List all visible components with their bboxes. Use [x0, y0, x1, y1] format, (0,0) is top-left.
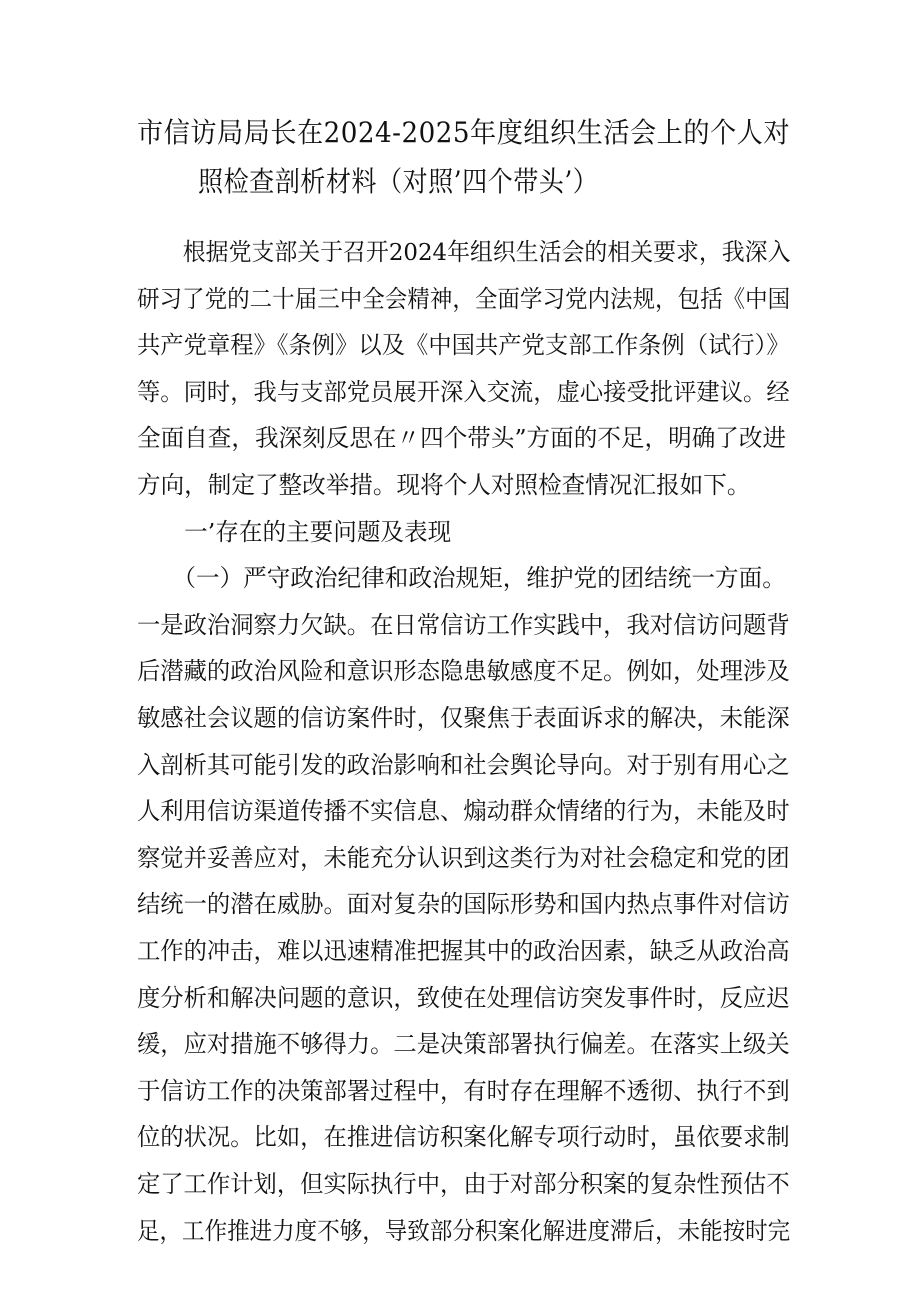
- document-title-line-2: 照检查剖析材料（对照’四个带头’）: [198, 165, 599, 198]
- paragraph-line: 察觉并妥善应对，未能充分认识到这类行为对社会稳定和党的团: [137, 843, 790, 872]
- paragraph-line: 缓，应对措施不够得力。二是决策部署执行偏差。在落实上级关: [137, 1030, 790, 1059]
- paragraph-line: 共产党章程》《条例》以及《中国共产党支部工作条例（试行）》: [137, 331, 790, 360]
- paragraph-line: 足，工作推进力度不够，导致部分积案化解进度滞后，未能按时完: [137, 1216, 791, 1245]
- paragraph-line: 研习了党的二十届三中全会精神，全面学习党内法规，包括《中国: [137, 284, 791, 313]
- paragraph-line: 后潜藏的政治风险和意识形态隐患敏感度不足。例如，处理涉及: [137, 657, 790, 686]
- paragraph-line: 工作的冲击，难以迅速精准把握其中的政治因素，缺乏从政治高: [137, 937, 790, 965]
- paragraph-line: 一是政治洞察力欠缺。在日常信访工作实践中，我对信访问题背: [137, 610, 790, 639]
- paragraph-line: 度分析和解决问题的意识，致使在处理信访突发事件时，反应迟: [137, 983, 790, 1012]
- paragraph-line: 人利用信访渠道传播不实信息、煽动群众情绪的行为，未能及时: [137, 797, 790, 826]
- paragraph-line: 入剖析其可能引发的政治影响和社会舆论导向。对于别有用心之: [137, 750, 790, 779]
- paragraph-line: 结统一的潜在威胁。面对复杂的国际形势和国内热点事件对信访: [137, 890, 790, 919]
- paragraph-line: 根据党支部关于召开2024年组织生活会的相关要求，我深入: [137, 238, 791, 266]
- document-title-line-1: 市信访局局长在2024-2025年度组织生活会上的个人对: [137, 116, 790, 149]
- paragraph-line: 于信访工作的决策部署过程中，有时存在理解不透彻、执行不到: [137, 1076, 790, 1105]
- paragraph-line: 定了工作计划，但实际执行中，由于对部分积案的复杂性预估不: [137, 1170, 790, 1198]
- paragraph-line: 位的状况。比如，在推进信访积案化解专项行动时，虽依要求制: [137, 1123, 790, 1152]
- paragraph-line: 敏感社会议题的信访案件时，仅聚焦于表面诉求的解决，未能深: [137, 704, 790, 732]
- paragraph-line: （一）严守政治纪律和政治规矩，维护党的团结统一方面。: [137, 564, 786, 593]
- paragraph-line: 一’存在的主要问题及表现: [137, 517, 452, 546]
- paragraph-line: 方向，制定了整改举措。现将个人对照检查情况汇报如下。: [137, 471, 751, 499]
- paragraph-line: 等。同时，我与支部党员展开深入交流，虚心接受批评建议。经: [137, 377, 790, 406]
- paragraph-line: 全面自查，我深刻反思在〃四个带头”方面的不足，明确了改进: [137, 424, 787, 453]
